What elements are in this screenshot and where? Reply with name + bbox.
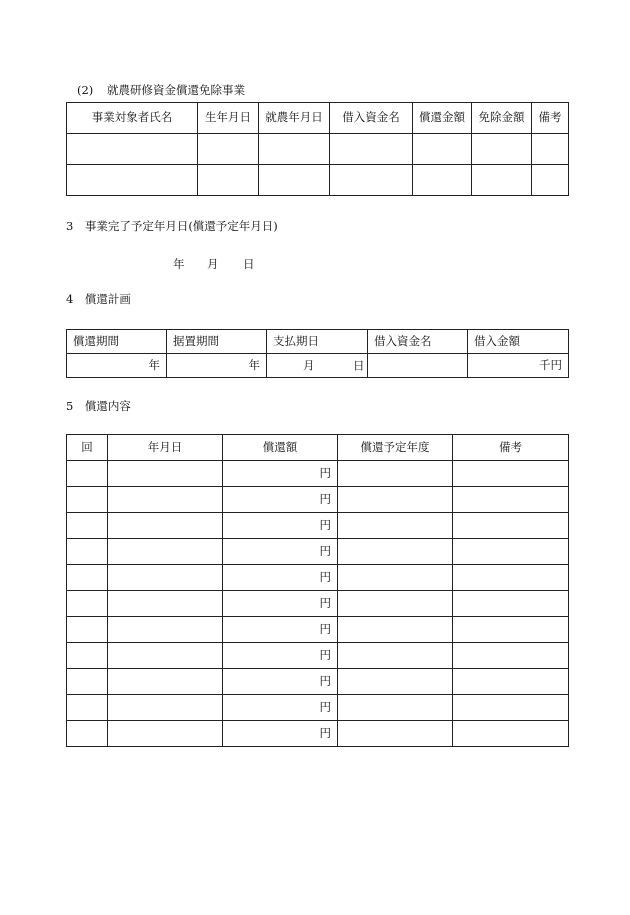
- scheduled-year-field[interactable]: [338, 643, 453, 669]
- remarks-field[interactable]: [532, 165, 569, 196]
- repaid-amount-field[interactable]: 円: [223, 669, 338, 695]
- name-field[interactable]: [67, 165, 198, 196]
- section2-title: 就農研修資金償還免除事業: [107, 83, 245, 97]
- header-repaid-amount: 償還額: [223, 435, 338, 461]
- repaid-amount-field[interactable]: 円: [223, 565, 338, 591]
- table-row: [67, 721, 569, 747]
- repayment-period-field[interactable]: 年: [67, 354, 167, 378]
- installment-field[interactable]: [67, 513, 108, 539]
- installment-field[interactable]: [67, 669, 108, 695]
- section2-number: (2): [77, 83, 94, 97]
- date-field[interactable]: [108, 539, 223, 565]
- scheduled-year-field[interactable]: [338, 695, 453, 721]
- repayment-plan-table: [66, 329, 569, 378]
- farming-start-date-field[interactable]: [259, 165, 330, 196]
- header-repayment-amount: 償還金額: [413, 103, 472, 134]
- detail-remarks-field[interactable]: [453, 721, 569, 747]
- header-repayment-period: 償還期間: [67, 330, 167, 354]
- table-row: [67, 513, 569, 539]
- date-field[interactable]: [108, 669, 223, 695]
- scheduled-year-field[interactable]: [338, 461, 453, 487]
- table-row: [67, 354, 569, 378]
- date-field[interactable]: [108, 617, 223, 643]
- loan-amount-field[interactable]: 千円: [468, 354, 569, 378]
- header-birth-date: 生年月日: [198, 103, 259, 134]
- scheduled-year-field[interactable]: [338, 617, 453, 643]
- repaid-amount-field[interactable]: 円: [223, 643, 338, 669]
- header-plan-loan-name: 借入資金名: [368, 330, 468, 354]
- scheduled-year-field[interactable]: [338, 565, 453, 591]
- scheduled-year-field[interactable]: [338, 513, 453, 539]
- section5-heading: 5 償還内容: [66, 399, 131, 413]
- exemption-amount-field[interactable]: [472, 165, 532, 196]
- section4-heading: 4 償還計画: [66, 292, 131, 306]
- header-remarks: 備考: [532, 103, 569, 134]
- table-row: [67, 539, 569, 565]
- date-field[interactable]: [108, 695, 223, 721]
- installment-field[interactable]: [67, 487, 108, 513]
- completion-day-label: 日: [243, 257, 255, 271]
- repaid-amount-field[interactable]: 円: [223, 461, 338, 487]
- birth-date-field[interactable]: [198, 165, 259, 196]
- table-row: [67, 617, 569, 643]
- completion-year-label: 年: [173, 257, 185, 271]
- exemption-table: [66, 102, 569, 196]
- scheduled-year-field[interactable]: [338, 487, 453, 513]
- date-field[interactable]: [108, 565, 223, 591]
- table-row: [67, 591, 569, 617]
- installment-field[interactable]: [67, 565, 108, 591]
- loan-name-field[interactable]: [330, 165, 413, 196]
- repaid-amount-field[interactable]: 円: [223, 513, 338, 539]
- detail-remarks-field[interactable]: [453, 539, 569, 565]
- farming-start-date-field[interactable]: [259, 134, 330, 165]
- repaid-amount-field[interactable]: 円: [223, 695, 338, 721]
- plan-loan-name-field[interactable]: [368, 354, 468, 378]
- repaid-amount-field[interactable]: 円: [223, 591, 338, 617]
- header-farming-start-date: 就農年月日: [259, 103, 330, 134]
- header-loan-amount: 借入金額: [468, 330, 569, 354]
- detail-remarks-field[interactable]: [453, 461, 569, 487]
- header-grace-period: 据置期間: [167, 330, 267, 354]
- header-installment: 回: [67, 435, 108, 461]
- date-field[interactable]: [108, 461, 223, 487]
- installment-field[interactable]: [67, 591, 108, 617]
- scheduled-year-field[interactable]: [338, 539, 453, 565]
- scheduled-year-field[interactable]: [338, 669, 453, 695]
- header-exemption-amount: 免除金額: [472, 103, 532, 134]
- installment-field[interactable]: [67, 461, 108, 487]
- detail-remarks-field[interactable]: [453, 695, 569, 721]
- detail-remarks-field[interactable]: [453, 513, 569, 539]
- detail-remarks-field[interactable]: [453, 591, 569, 617]
- table-row: [67, 461, 569, 487]
- detail-remarks-field[interactable]: [453, 565, 569, 591]
- header-date: 年月日: [108, 435, 223, 461]
- detail-remarks-field[interactable]: [453, 643, 569, 669]
- repaid-amount-field[interactable]: 円: [223, 539, 338, 565]
- installment-field[interactable]: [67, 643, 108, 669]
- completion-month-label: 月: [207, 257, 219, 271]
- date-field[interactable]: [108, 721, 223, 747]
- table-row: [67, 165, 569, 196]
- repaid-amount-field[interactable]: 円: [223, 487, 338, 513]
- date-field[interactable]: [108, 591, 223, 617]
- date-field[interactable]: [108, 487, 223, 513]
- section3-heading: 3 事業完了予定年月日(償還予定年月日): [66, 219, 278, 233]
- remarks-field[interactable]: [532, 134, 569, 165]
- header-detail-remarks: 備考: [453, 435, 569, 461]
- due-date-field[interactable]: [267, 354, 368, 378]
- installment-field[interactable]: [67, 539, 108, 565]
- table-row: [67, 134, 569, 165]
- name-field[interactable]: [67, 134, 198, 165]
- repaid-amount-field[interactable]: 円: [223, 617, 338, 643]
- grace-period-field[interactable]: 年: [167, 354, 267, 378]
- table-row: [67, 565, 569, 591]
- table-row: [67, 643, 569, 669]
- installment-field[interactable]: [67, 695, 108, 721]
- repaid-amount-field[interactable]: 円: [223, 721, 338, 747]
- repayment-amount-field[interactable]: [413, 165, 472, 196]
- header-loan-name: 借入資金名: [330, 103, 413, 134]
- repayment-amount-field[interactable]: [413, 134, 472, 165]
- due-day-label: 日: [353, 357, 365, 372]
- header-target-name: 事業対象者氏名: [67, 103, 198, 134]
- due-month-label: 月: [303, 357, 315, 372]
- detail-remarks-field[interactable]: [453, 617, 569, 643]
- table-row: [67, 487, 569, 513]
- repayment-detail-table: [66, 434, 569, 747]
- table-row: [67, 669, 569, 695]
- birth-date-field[interactable]: [198, 134, 259, 165]
- detail-remarks-field[interactable]: [453, 487, 569, 513]
- table-row: [67, 695, 569, 721]
- date-field[interactable]: [108, 643, 223, 669]
- installment-field[interactable]: [67, 617, 108, 643]
- loan-name-field[interactable]: [330, 134, 413, 165]
- header-due-date: 支払期日: [267, 330, 368, 354]
- scheduled-year-field[interactable]: [338, 721, 453, 747]
- header-scheduled-year: 償還予定年度: [338, 435, 453, 461]
- exemption-amount-field[interactable]: [472, 134, 532, 165]
- date-field[interactable]: [108, 513, 223, 539]
- scheduled-year-field[interactable]: [338, 591, 453, 617]
- installment-field[interactable]: [67, 721, 108, 747]
- detail-remarks-field[interactable]: [453, 669, 569, 695]
